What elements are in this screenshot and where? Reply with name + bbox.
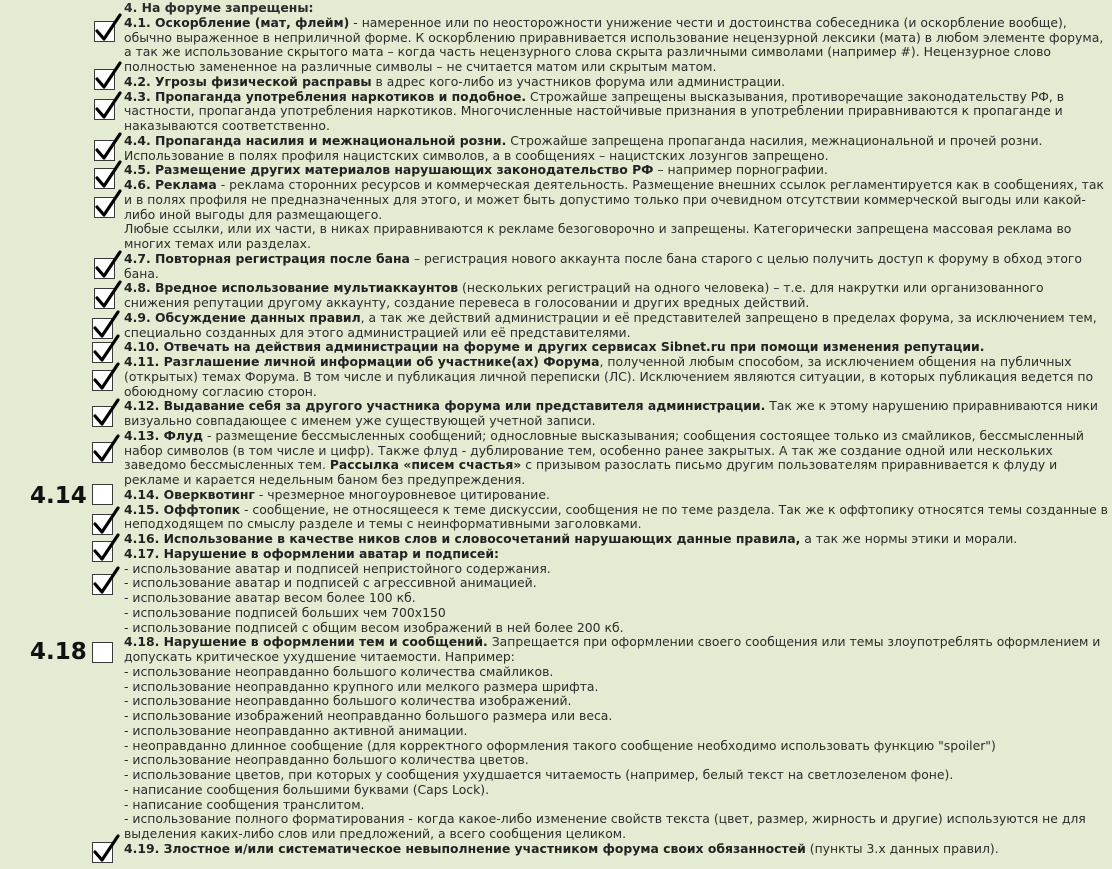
rule-title: 4.17. Нарушение в оформлении аватар и подписей:: [124, 545, 499, 561]
rule-line: - использование неоправданно большого количества смайликов.: [124, 663, 554, 679]
check-icon: [94, 280, 122, 310]
rule-line: - использование неоправданно большого количества цветов.: [124, 752, 529, 768]
section-heading: 4. На форуме запрещены:: [124, 0, 314, 15]
checkbox-4-18[interactable]: [92, 642, 113, 663]
rule-4-14: 4.14. Оверквотинг - чрезмерное многоуровневое цитирование.: [124, 486, 550, 502]
marker-4-18: 4.18: [30, 639, 87, 665]
rule-title: 4.12. Выдавание себя за другого участника форума или представителя администрации.: [124, 398, 766, 414]
rule-line: - неоправданно длинное сообщение (для корректного оформления такого сообщение необходимо использовать функцию "spoiler"): [124, 737, 996, 753]
rule-line: - использование подписей больших чем 700x150: [124, 604, 446, 620]
check-icon: [94, 160, 122, 190]
checkbox-4-7[interactable]: [94, 258, 115, 279]
rule-4-13: 4.13. Флуд - размещение бессмысленных сообщений; однословные высказывания; сообщения состоящее только из смайликов, бессмысленный набор символов (в том числе и цифр). Также флуд - дублирование тем, особенно ранее закрытых. А так же создание одной или нескольких заведомо бессмысленных тем. Рассылка «писем счастья» с призывом разослать письмо другим пользователям приравнивается к флуду и рекламе и карается недельным баном без предупреждения.: [124, 427, 1084, 487]
checkbox-4-10[interactable]: [92, 342, 113, 363]
rule-line: - использование аватар и подписей с агрессивной анимацией.: [124, 575, 537, 591]
checkbox-4-1[interactable]: [94, 21, 115, 42]
rule-title: 4.3. Пропаганда употребления наркотиков и подобное.: [124, 88, 527, 104]
rule-4-5: 4.5. Размещение других материалов нарушающих законодательство РФ – например порнографии.: [124, 162, 828, 178]
rule-4-4: 4.4. Пропаганда насилия и межнациональной розни. Строжайше запрещена пропаганда насилия, межнациональной и прочей розни. Использование в полях профиля нацистских символов, а в сообщениях – нацистских лозунгов запрещено.: [124, 132, 1043, 163]
rule-4-10: [124, 340, 1108, 355]
rule-title: 4.7. Повторная регистрация после бана: [124, 250, 410, 266]
rule-title: 4.18. Нарушение в оформлении тем и сообщений.: [124, 634, 488, 650]
rule-line: - использование полного форматирования - когда какое-либо изменение свойств текста (цвет, размер, жирность и другие) используются не для выделения каких-либо слов или предложений, а всего сообщения целиком.: [124, 811, 1086, 841]
check-icon: [92, 434, 120, 464]
check-icon: [94, 132, 122, 162]
rule-4-2: 4.2. Угрозы физической расправы в адрес кого-либо из участников форума или администрации.: [124, 73, 786, 89]
checkbox-4-13[interactable]: [92, 442, 113, 463]
check-icon: [94, 91, 122, 121]
rule-title: 4.15. Оффтопик: [124, 501, 241, 517]
rule-line: - использование аватар весом более 100 кб.: [124, 590, 416, 605]
check-icon: [92, 398, 120, 428]
rule-4-11: 4.11. Разглашение личной информации об участнике(ах) Форума, полученной любым способом, за исключением общения на публичных (открытых) темах Форума. В том числе и публикация личной переписки (ЛС). Исключением являются ситуации, в которых публикация ведется по обоюдному согласию сторон.: [124, 354, 1094, 399]
check-icon: [92, 834, 120, 864]
rule-4-19: 4.19. Злостное и/или систематическое невыполнение участником форума своих обязанностей (пункты 3.x данных правил).: [124, 840, 999, 856]
rule-4-6: 4.6. Реклама - реклама сторонних ресурсов и коммерческая деятельность. Размещение внешних ссылок регламентируется как в сообщениях, так и в полях профиля не предназначенных для этого, и может быть допустимо только при очевидном отсутствии коммерческой выгоды или какой-либо иной выгоды для размещающего. Любые ссылки, или их части, в никах приравниваются к рекламе безоговорочно и запрещены. Категорически запрещена массовая реклама во многих темах или разделах.: [124, 177, 1104, 251]
rule-4-7: 4.7. Повторная регистрация после бана – регистрация нового аккаунта после бана старого с целью получить доступ к форуму в обход этого бана.: [124, 250, 1082, 281]
rule-line: - использование аватар и подписей непристойного содержания.: [124, 560, 551, 576]
rule-title: 4.8. Вредное использование мультиаккаунтов: [124, 280, 459, 296]
check-icon: [94, 13, 122, 43]
rule-title: 4.14. Оверквотинг: [124, 486, 255, 502]
rule-4-18: 4.18. Нарушение в оформлении тем и сообщений. Запрещается при оформлении своего сообщения или темы злоупотреблять оформлением и допускать критическое ухудшение читаемости. Например:: [124, 634, 1101, 664]
checkbox-4-11[interactable]: [92, 370, 113, 391]
rule-title: 4.4. Пропаганда насилия и межнациональной розни.: [124, 132, 507, 148]
checkbox-4-12[interactable]: [92, 406, 113, 427]
rule-4-12: 4.12. Выдавание себя за другого участника форума или представителя администрации. Так же к этому нарушению приравниваются ники визуально совпадающее с именем уже существующей учетной записи.: [124, 398, 1098, 428]
rule-line: - использование изображений неоправданно большого размера или веса.: [124, 708, 613, 723]
rule-line: - использование цветов, при которых у сообщения ухудшается читаемость (например, белый текст на светлозеленом фоне).: [124, 767, 954, 782]
checkbox-4-5[interactable]: [94, 168, 115, 189]
rule-line: - использование неоправданно активной анимации.: [124, 722, 468, 738]
rule-line: - использование подписей с общим весом изображений в ней более 200 кб.: [124, 619, 624, 635]
checkbox-4-4[interactable]: [94, 140, 115, 161]
marker-4-14: 4.14: [30, 483, 87, 509]
rule-title: 4.13. Флуд: [124, 427, 204, 443]
check-icon: [92, 506, 120, 536]
checkbox-4-15[interactable]: [92, 514, 113, 535]
checkbox-4-3[interactable]: [94, 99, 115, 120]
check-icon: [92, 533, 120, 563]
rules-list: [124, 1, 1108, 857]
check-icon: [94, 189, 122, 219]
rule-4-1: 4.1. Оскорбление (мат, флейм) - намеренное или по неосторожности унижение чести и достоинства собеседника (и оскорбление вообще), обычно выраженное в неприличной форме. К оскорблению приравнивается использование нецензурной лексики (мата) в любом элементе форума, а так же использование скрытого мата – когда часть нецензурного слова скрыта различными символами (например #). Нецензурное слово полностью замененное на различные символы – не считается матом или скрытым матом.: [124, 14, 1104, 74]
rule-line: - использование неоправданно крупного или мелкого размера шрифта.: [124, 678, 599, 694]
checkbox-4-6[interactable]: [94, 197, 115, 218]
rule-title: 4.6. Реклама: [124, 177, 217, 192]
rule-4-8: 4.8. Вредное использование мультиаккаунтов (нескольких регистраций на одного человека) – т.е. для накрутки или организованного снижения репутации другому аккаунту, создание перевеса в голосовании и других вредных действий.: [124, 280, 1044, 310]
checkbox-4-19[interactable]: [92, 842, 113, 863]
rule-title: 4.10. Отвечать на действия администрации на форуме и других сервисах Sibnet.ru при помощи изменения репутации.: [124, 339, 985, 355]
checkbox-4-8[interactable]: [94, 288, 115, 309]
check-icon: [94, 61, 122, 91]
rule-title: 4.2. Угрозы физической расправы: [124, 73, 372, 89]
checkbox-4-2[interactable]: [94, 69, 115, 90]
rule-title: 4.19. Злостное и/или систематическое невыполнение участником форума своих обязанностей: [124, 840, 806, 856]
rule-4-15: 4.15. Оффтопик - сообщение, не относящееся к теме дискуссии, сообщения не по теме раздела. Так же к оффтопику относятся темы созданные в неподходящем по смыслу разделе и темы с неинформативными заголовками.: [124, 501, 1108, 532]
rule-title: 4.16. Использование в качестве ников слов и словосочетаний нарушающих данные правила,: [124, 531, 801, 546]
rule-line: - написание сообщения транслитом.: [124, 796, 365, 812]
rule-title: 4.5. Размещение других материалов нарушающих законодательство РФ: [124, 162, 654, 178]
rule-title: 4.1. Оскорбление (мат, флейм): [124, 14, 350, 30]
rule-title: 4.9. Обсуждение данных правил: [124, 309, 361, 325]
checkbox-4-17[interactable]: [92, 574, 113, 595]
rule-4-9: 4.9. Обсуждение данных правил, а так же действий администрации и её представителей запрещено в пределах форума, за исключением тем, специально созданных для этого администрацией или её представителями.: [124, 309, 1097, 340]
check-icon: [92, 566, 120, 596]
rule-4-17: [124, 547, 1108, 562]
check-icon: [92, 334, 120, 364]
rule-title: 4.11. Разглашение личной информации об участнике(ах) Форума: [124, 354, 600, 369]
check-icon: [94, 250, 122, 280]
checkbox-4-14[interactable]: [92, 484, 113, 505]
rule-4-16: 4.16. Использование в качестве ников слов и словосочетаний нарушающих данные правила, а так же нормы этики и морали.: [124, 531, 1018, 546]
checkbox-4-16[interactable]: [92, 541, 113, 562]
rule-line: - написание сообщения большими буквами (Caps Lock).: [124, 781, 490, 797]
rule-4-3: 4.3. Пропаганда употребления наркотиков и подобное. Строжайше запрещены высказывания, противоречащие законодательству РФ, в частности, пропаганда употребления наркотиков. Многочисленные настойчивые признания в употреблении приравниваются к пропаганде и наказываются соответственно.: [124, 88, 1065, 133]
check-icon: [92, 362, 120, 392]
rule-line: - использование неоправданно большого количества изображений.: [124, 693, 572, 709]
